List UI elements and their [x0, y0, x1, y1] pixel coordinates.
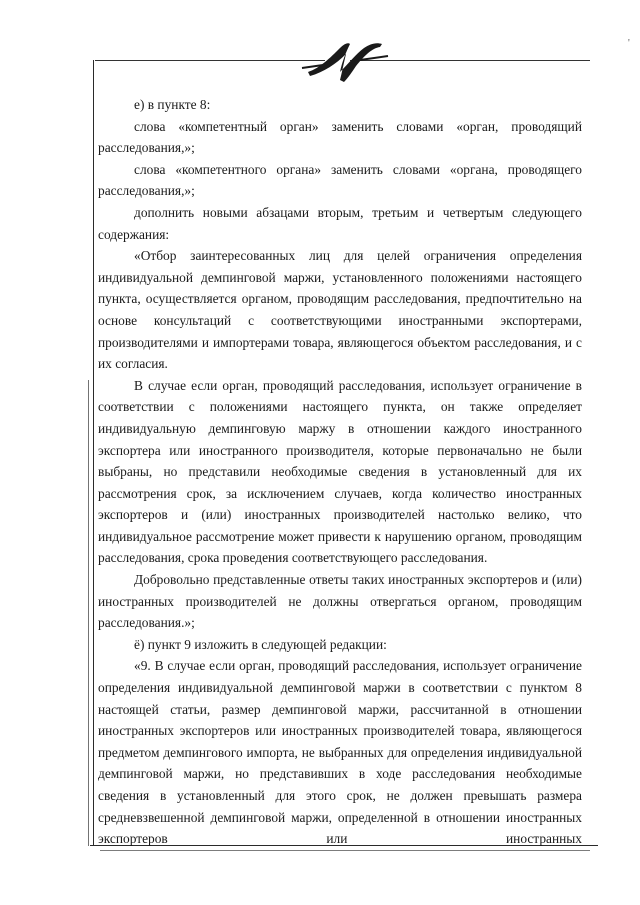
left-margin-line	[93, 60, 94, 846]
emblem-ornament-icon	[300, 38, 390, 86]
paragraph: слова «компетентного органа» заменить словами «органа, проводящего расследования,»;	[98, 161, 582, 199]
paragraph: ё) пункт 9 изложить в следующей редакции:	[134, 636, 387, 652]
paragraph: Добровольно представленные ответы таких иностранных экспортеров и (или) иностранных производителей не должны отвергаться органом, проводящим расследования.»;	[98, 572, 582, 631]
left-margin-line-inner	[88, 380, 89, 846]
bottom-margin-line-inner	[100, 850, 590, 851]
paragraph: дополнить новыми абзацами вторым, третьим и четвертым следующего содержания:	[98, 204, 582, 242]
document-body	[98, 94, 582, 850]
paragraph: «Отбор заинтересованных лиц для целей ограничения определения индивидуальной демпинговой маржи, установленного положениями настоящего пункта, осуществляется органом, проводящим расследования, предпочтительно на основе консультаций с соответствующими иностранными экспортерами, производителями и импортерами товара, являющегося объектом расследования, и с их согласия.	[98, 248, 582, 372]
paragraph: е) в пункте 8:	[134, 97, 211, 112]
top-border-line-left	[95, 60, 325, 61]
paragraph: «9. В случае если орган, проводящий расследования, использует ограничение определения индивидуальной демпинговой маржи в соответствии с пунктом 8 настоящей статьи, размер демпинговой маржи, рассчитанной в отношении иностранных экспортеров или иностранных производителей товара, являющегося предметом демпингового импорта, не выбранных для определения индивидуальной демпинговой маржи, но представивших в ходе расследования необходимые сведения в установленный для этого срок, не должен превышать размера средневзвешенной демпинговой маржи, определенной в отношении иностранных экспортеров или иностранных	[98, 658, 582, 847]
paragraph: слова «компетентный орган» заменить словами «орган, проводящий расследования,»;	[98, 118, 582, 156]
corner-mark: '	[628, 38, 630, 49]
paragraph: В случае если орган, проводящий расследования, использует ограничение в соответствии с положениями настоящего пункта, он также определяет индивидуальную демпинговую маржу в отношении каждого иностранного экспортера или иностранного производителя, которые первоначально не были выбраны, но представили необходимые сведения в установленный для их рассмотрения срок, за исключением случаев, когда количество иностранных экспортеров и (или) иностранных производителей настолько велико, что индивидуальное рассмотрение может привести к нарушению органом, проводящим расследования, срока проведения соответствующего расследования.	[98, 377, 582, 566]
